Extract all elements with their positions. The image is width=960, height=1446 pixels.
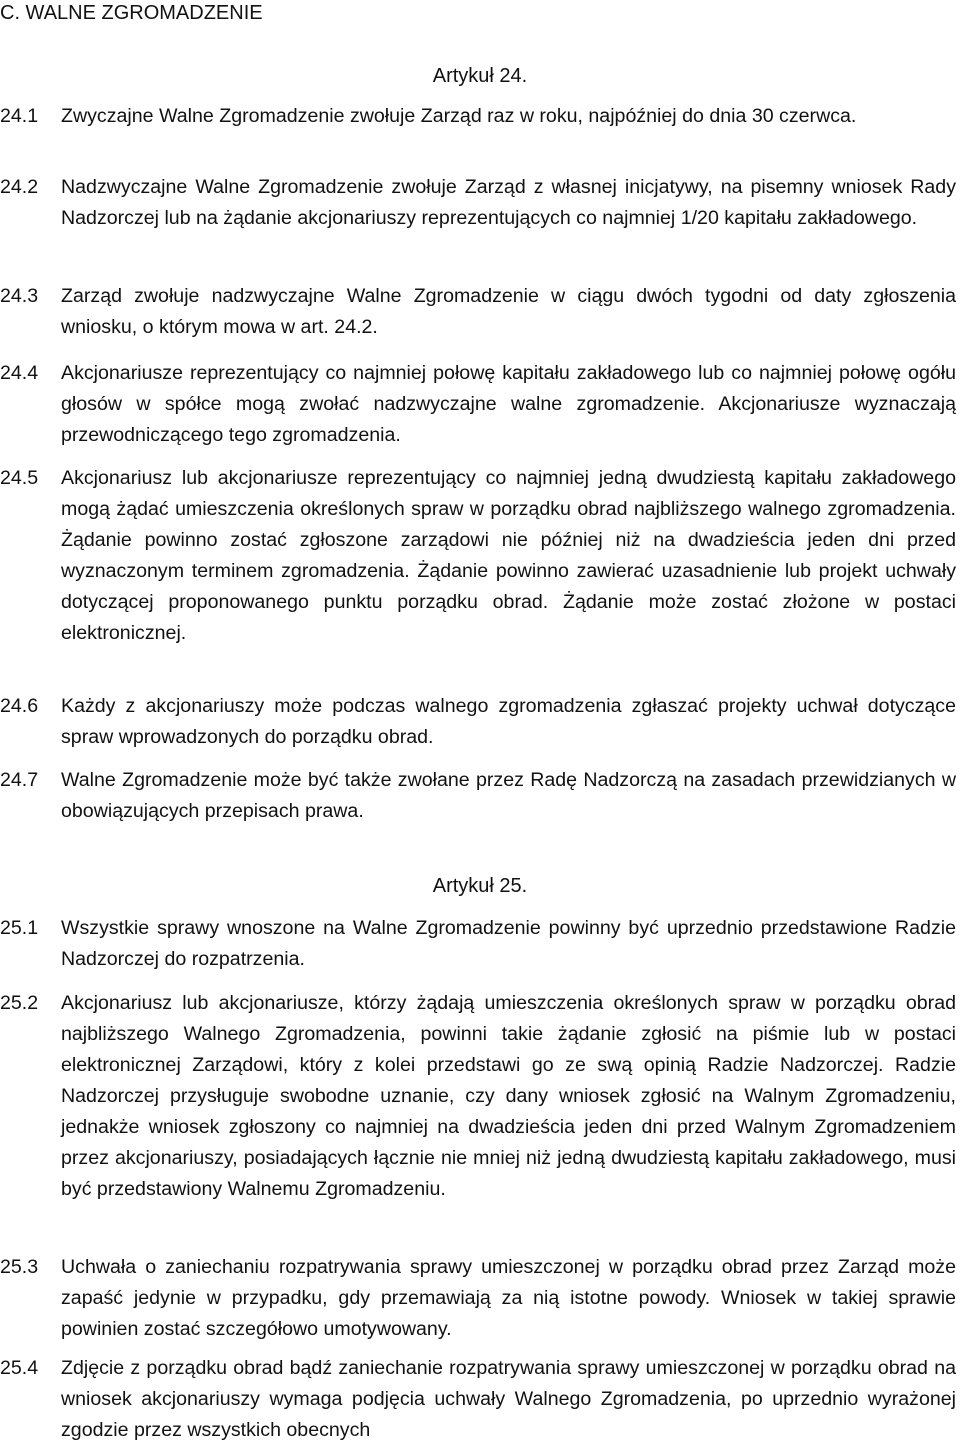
paragraph-24-5 [0, 463, 956, 649]
paragraph-24-3 [0, 281, 956, 343]
paragraph-number: 25.3 [0, 1256, 39, 1278]
paragraph-24-4 [0, 358, 956, 451]
paragraph-24-1 [0, 101, 956, 132]
paragraph-number: 24.1 [0, 105, 39, 127]
paragraph-24-7 [0, 765, 956, 827]
paragraph-25-3 [0, 1252, 956, 1345]
paragraph-number: 24.5 [0, 467, 39, 489]
paragraph-number: 24.3 [0, 285, 39, 307]
paragraph-text: Akcjonariusze reprezentujący co najmniej połowę kapitału zakładowego lub co najmniej połowę ogółu głosów w spółce mogą zwołać nadzwyczajne walne zgromadzenie. Akcjonariusze wyznaczają przewodniczącego tego zgromadzenia. [61, 362, 956, 446]
paragraph-text: Wszystkie sprawy wnoszone na Walne Zgromadzenie powinny być uprzednio przedstawione Radzie Nadzorczej do rozpatrzenia. [61, 917, 956, 970]
paragraph-text: Każdy z akcjonariuszy może podczas walnego zgromadzenia zgłaszać projekty uchwał dotyczące spraw wprowadzonych do porządku obrad. [61, 695, 956, 748]
paragraph-24-6 [0, 691, 956, 753]
paragraph-number: 24.6 [0, 695, 39, 717]
paragraph-text: Walne Zgromadzenie może być także zwołane przez Radę Nadzorczą na zasadach przewidzianych w obowiązujących przepisach prawa. [61, 769, 956, 822]
paragraph-number: 24.2 [0, 176, 39, 198]
paragraph-25-1 [0, 913, 956, 975]
article-25-title: Artykuł 25. [432, 875, 528, 897]
paragraph-number: 24.7 [0, 769, 39, 791]
paragraph-text: Uchwała o zaniechaniu rozpatrywania sprawy umieszczonej w porządku obrad przez Zarząd może zapaść jedynie w przypadku, gdy przemawiają za nią istotne powody. Wniosek w takiej sprawie powinien zostać szczegółowo umotywowany. [61, 1256, 956, 1340]
paragraph-text: Zarząd zwołuje nadzwyczajne Walne Zgromadzenie w ciągu dwóch tygodni od daty zgłoszenia wniosku, o którym mowa w art. 24.2. [61, 285, 956, 338]
paragraph-text: Zdjęcie z porządku obrad bądź zaniechanie rozpatrywania sprawy umieszczonej w porządku obrad na wniosek akcjonariuszy wymaga podjęcia uchwały Walnego Zgromadzenia, po uprzednio wyrażonej zgodzie przez wszystkich obecnych [61, 1357, 956, 1441]
paragraph-text: Akcjonariusz lub akcjonariusze reprezentujący co najmniej jedną dwudziestą kapitału zakładowego mogą żądać umieszczenia określonych spraw w porządku obrad najbliższego walnego zgromadzenia. Żądanie powinno zostać zgłoszone zarządowi nie później niż na dwadzieścia jeden dni przed wyznaczonym terminem zgromadzenia. Żądanie powinno zawierać uzasadnienie lub projekt uchwały dotyczącej proponowanego punktu porządku obrad. Żądanie może zostać złożone w postaci elektronicznej. [61, 467, 956, 644]
article-24-title: Artykuł 24. [432, 65, 528, 87]
paragraph-number: 24.4 [0, 362, 39, 384]
paragraph-text: Nadzwyczajne Walne Zgromadzenie zwołuje Zarząd z własnej inicjatywy, na pisemny wniosek Rady Nadzorczej lub na żądanie akcjonariuszy reprezentujących co najmniej 1/20 kapitału zakładowego. [61, 176, 956, 229]
paragraph-24-2 [0, 172, 956, 234]
paragraph-25-2 [0, 988, 956, 1205]
paragraph-25-4 [0, 1353, 956, 1446]
paragraph-number: 25.4 [0, 1357, 39, 1379]
paragraph-text: Akcjonariusz lub akcjonariusze, którzy żądają umieszczenia określonych spraw w porządku obrad najbliższego Walnego Zgromadzenia, powinni takie żądanie zgłosić na piśmie lub w postaci elektronicznej Zarządowi, który z kolei przedstawi go ze swą opinią Radzie Nadzorczej. Radzie Nadzorczej przysługuje swobodne uznanie, czy dany wniosek zgłosić na Walnym Zgromadzeniu, jednakże wniosek zgłoszony co najmniej na dwadzieścia jeden dni przed Walnym Zgromadzeniem przez akcjonariuszy, posiadających łącznie nie mniej niż jedną dwudziestą kapitału zakładowego, musi być przedstawiony Walnemu Zgromadzeniu. [61, 992, 956, 1200]
paragraph-number: 25.1 [0, 917, 39, 939]
paragraph-number: 25.2 [0, 992, 39, 1014]
section-title: C. WALNE ZGROMADZENIE [0, 2, 263, 24]
paragraph-text: Zwyczajne Walne Zgromadzenie zwołuje Zarząd raz w roku, najpóźniej do dnia 30 czerwca. [61, 105, 857, 127]
